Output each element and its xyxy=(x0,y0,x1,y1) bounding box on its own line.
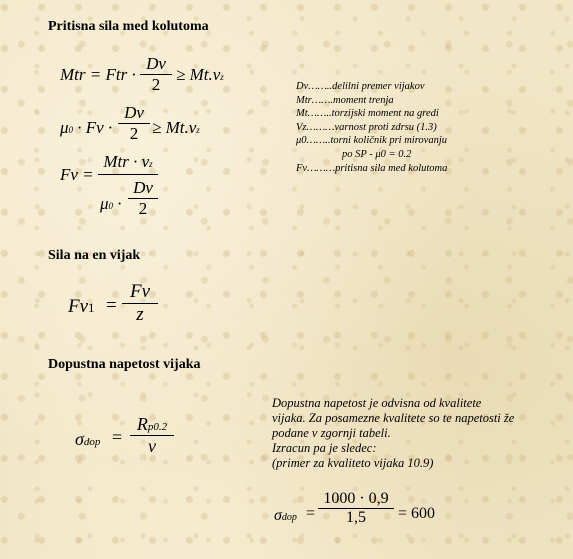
section-heading-sila-na-vijak: Sila na en vijak xyxy=(48,248,141,263)
eq1-den: 2 xyxy=(151,75,161,94)
eq3-lhs: Fv = xyxy=(60,165,94,184)
eq-sigma-fraction: Rp0.2 ν xyxy=(130,414,174,457)
eq2-den: 2 xyxy=(129,124,139,143)
quality-note xyxy=(272,396,514,471)
eq3-den-mu: μ0 · xyxy=(100,194,122,213)
section-heading-pritisna-sila: Pritisna sila med kolutoma xyxy=(48,19,209,34)
eq1-rhs: ≥ Mt.νz xyxy=(176,65,224,84)
eq-sigma-lhs: σdop xyxy=(75,429,101,449)
legend-item: Dv……..delilni premer vijakov xyxy=(296,81,425,92)
eq2-fraction xyxy=(118,103,150,144)
eq3-den-fraction: Dv 2 xyxy=(128,178,158,219)
legend-item: Fv………pritisna sila med kolutoma xyxy=(296,162,448,174)
eq-fv1-equals: = xyxy=(106,295,117,316)
note-line: podane v zgornji tabeli. xyxy=(272,426,391,440)
note-line: vijaka. Za posamezne kvalitete so te napetosti že xyxy=(272,411,515,425)
note-line: Dopustna napetost je odvisna od kvalitete xyxy=(272,396,482,410)
eq3-numerator: Mtr · νz xyxy=(103,152,153,171)
eq1-num: Dv xyxy=(146,54,166,73)
variable-legend xyxy=(296,80,447,175)
eq-sigma-equals: = xyxy=(112,427,123,447)
example-equals: = xyxy=(306,505,316,522)
legend-item: po SP - μ0 = 0.2 xyxy=(342,148,412,160)
fraction-bar xyxy=(98,174,158,175)
eq2-rhs: ≥ Mt.νz xyxy=(152,118,200,137)
legend-item: Mt……..torzijski moment na gredi xyxy=(296,108,439,120)
section-heading-dopustna-napetost: Dopustna napetost vijaka xyxy=(48,357,201,372)
eq-fv1-fraction: Fv z xyxy=(122,281,158,326)
note-line: Izracun pa je sledec: xyxy=(272,441,377,455)
eq1-fraction xyxy=(140,54,172,95)
eq2-num: Dv xyxy=(124,103,144,122)
example-fraction: 1000 · 0,9 1,5 xyxy=(318,490,394,527)
eq-fv1-lhs: Fv1 xyxy=(68,296,95,317)
legend-item: Mtr…….moment trenja xyxy=(296,94,394,106)
eq2-lhs: μ0 · Fv · xyxy=(60,118,113,137)
legend-item: Vz………varnost proti zdrsu (1.3) xyxy=(296,121,437,133)
legend-item: μ0……..torni količnik pri mirovanju xyxy=(296,135,447,147)
eq1-lhs: Mtr = Ftr · xyxy=(60,65,136,84)
example-result: = 600 xyxy=(398,505,436,522)
example-sigma: σdop xyxy=(274,507,297,524)
note-line: (primer za kvaliteto vijaka 10.9) xyxy=(272,456,434,470)
